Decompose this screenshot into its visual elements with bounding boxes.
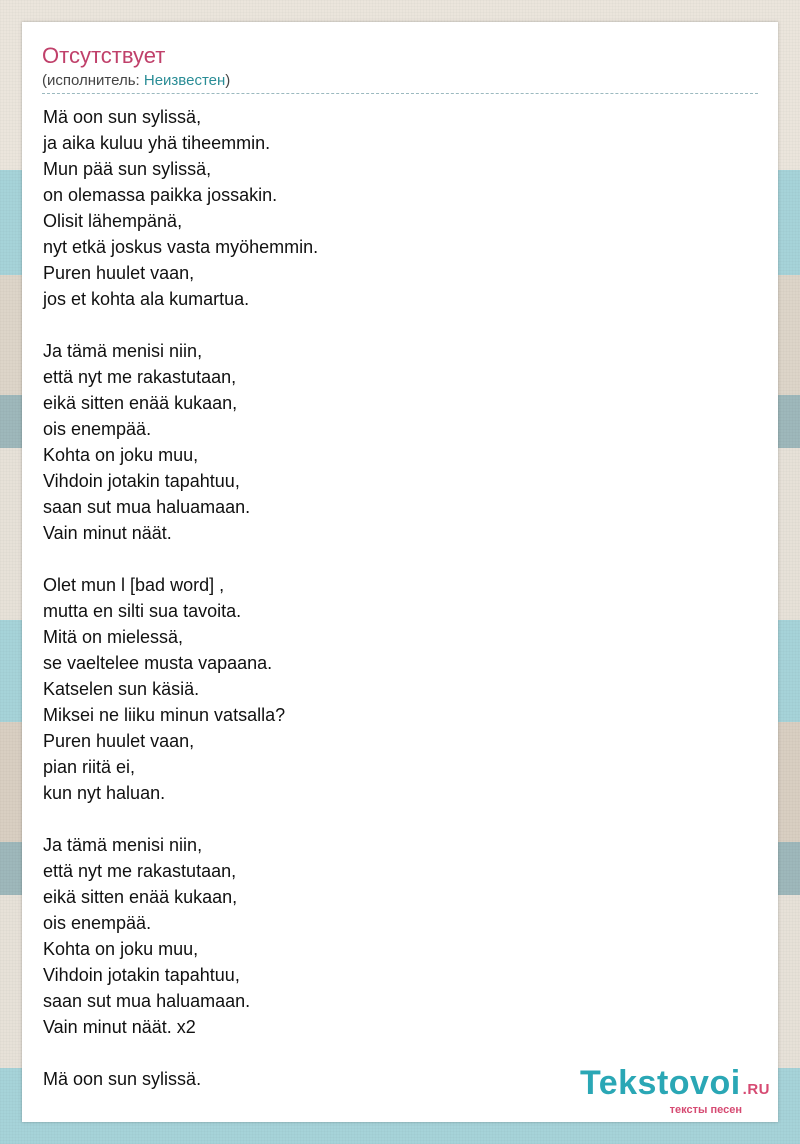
- lyrics-text: Mä oon sun sylissä, ja aika kuluu yhä tiheemmin. Mun pää sun sylissä, on olemassa paikka jossakin. Olisit lähempänä, nyt etkä joskus vasta myöhemmin. Puren huulet vaan, jos et kohta ala kumartua. Ja tämä menisi niin, että nyt me rakastutaan, eikä sitten enää kukaan, ois enempää. Kohta on joku muu, Vihdoin jotakin tapahtuu, saan sut mua haluamaan. Vain minut näät. Olet mun l [bad word] , mutta en silti sua tavoita. Mitä on mielessä, se vaeltelee musta vapaana. Katselen sun käsiä. Miksei ne liiku minun vatsalla? Puren huulet vaan, pian riitä ei, kun nyt haluan. Ja tämä menisi niin, että nyt me rakastutaan, eikä sitten enää kukaan, ois enempää. Kohta on joku muu, Vihdoin jotakin tapahtuu, saan sut mua haluamaan. Vain minut näät. x2 Mä oon sun sylissä.: [43, 107, 319, 1089]
- logo-name: Tekstovoi: [579, 1064, 741, 1102]
- artist-prefix: (исполнитель:: [42, 72, 144, 89]
- artist-link[interactable]: Неизвестен: [143, 72, 226, 89]
- logo-tagline: тексты песен: [669, 1104, 742, 1116]
- logo-wordmark: [580, 1065, 770, 1108]
- lyrics-sheet: [22, 22, 778, 1122]
- site-logo[interactable]: [580, 1065, 770, 1116]
- artist-suffix: ): [225, 72, 231, 89]
- logo-tld: .RU: [742, 1081, 770, 1098]
- artist-line: [42, 71, 758, 94]
- song-title: Отсутствует: [42, 43, 166, 68]
